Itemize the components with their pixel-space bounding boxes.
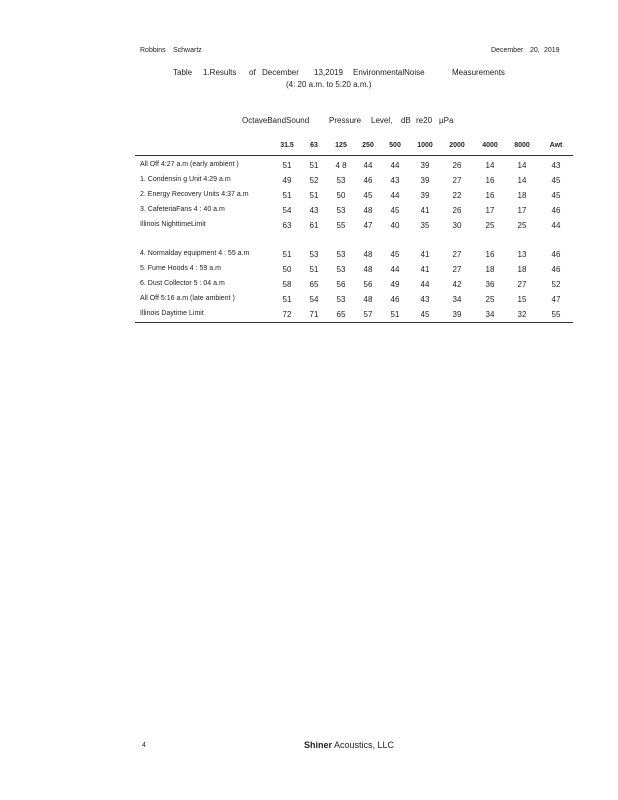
row-label: Illinois NighttimeLimit xyxy=(140,221,206,228)
table-cell: 48 xyxy=(363,206,373,215)
row-label: 5. Fume Hoods 4 : 59 a.m xyxy=(140,265,221,272)
table-group-daytime xyxy=(135,247,573,323)
table-cell: 55 xyxy=(336,221,346,230)
title-word-1: Table xyxy=(173,68,193,77)
table-cell: 14 xyxy=(517,176,527,185)
table-cell: 22 xyxy=(452,191,462,200)
table-cell: 45 xyxy=(551,191,561,200)
table-cell: 51 xyxy=(282,250,292,259)
table-group-nighttime xyxy=(135,158,573,233)
table-cell: 39 xyxy=(452,310,462,319)
table-cell: 45 xyxy=(390,250,400,259)
col-header-125: 125 xyxy=(335,142,347,149)
col-header-31-5: 31.5 xyxy=(280,142,294,149)
company-name xyxy=(304,740,394,750)
table-cell: 13 xyxy=(517,250,527,259)
table-cell: 51 xyxy=(309,161,319,170)
header-left-name-1: Robbins xyxy=(140,47,166,54)
table-cell: 51 xyxy=(309,265,319,274)
table-cell: 55 xyxy=(551,310,561,319)
table-cell: 53 xyxy=(336,206,346,215)
caption-word-3: Level, xyxy=(371,116,393,125)
table-cell: 25 xyxy=(485,221,495,230)
table-header-row xyxy=(135,139,573,156)
header-left-name-2: Schwartz xyxy=(173,47,202,54)
table-cell: 44 xyxy=(420,280,430,289)
table-cell: 65 xyxy=(336,310,346,319)
table-cell: 16 xyxy=(485,176,495,185)
table-cell: 56 xyxy=(363,280,373,289)
table-cell: 57 xyxy=(363,310,373,319)
table-cell: 53 xyxy=(336,176,346,185)
table-cell: 53 xyxy=(336,265,346,274)
table-cell: 4 8 xyxy=(335,161,347,170)
header-date-year: 2019 xyxy=(544,47,560,54)
table-cell: 52 xyxy=(551,280,561,289)
table-cell: 45 xyxy=(420,310,430,319)
title-line-2: (4: 20 a.m. to 5:20 a.m.) xyxy=(286,80,372,89)
table-cell: 46 xyxy=(551,250,561,259)
col-header-4000: 4000 xyxy=(482,142,498,149)
title-word-2: 1.Results xyxy=(203,68,237,77)
table-cell: 25 xyxy=(517,221,527,230)
table-cell: 58 xyxy=(282,280,292,289)
table-cell: 27 xyxy=(452,176,462,185)
row-label: All Off 5:16 a.m (late ambient ) xyxy=(140,295,235,302)
caption-word-5: re20 xyxy=(416,116,433,125)
table-cell: 30 xyxy=(452,221,462,230)
table-cell: 27 xyxy=(452,265,462,274)
caption-word-1: OctaveBandSound xyxy=(242,116,310,125)
table-cell: 27 xyxy=(517,280,527,289)
table-cell: 34 xyxy=(485,310,495,319)
table-cell: 51 xyxy=(282,191,292,200)
table-cell: 48 xyxy=(363,265,373,274)
table-cell: 63 xyxy=(282,221,292,230)
col-header-500: 500 xyxy=(389,142,401,149)
title-word-4: December xyxy=(262,68,299,77)
table-cell: 44 xyxy=(390,265,400,274)
table-cell: 53 xyxy=(336,250,346,259)
col-header-2000: 2000 xyxy=(449,142,465,149)
table-cell: 50 xyxy=(336,191,346,200)
table-cell: 34 xyxy=(452,295,462,304)
caption-word-2: Pressure xyxy=(329,116,362,125)
title-word-5: 13,2019 xyxy=(314,68,343,77)
table-cell: 26 xyxy=(452,206,462,215)
table-cell: 14 xyxy=(517,161,527,170)
row-label: Illinois Daytime Limit xyxy=(140,310,204,317)
table-cell: 43 xyxy=(309,206,319,215)
row-label: 3. CafeteriaFans 4 : 40 a.m xyxy=(140,206,225,213)
table-cell: 51 xyxy=(282,161,292,170)
table-cell: 56 xyxy=(336,280,346,289)
table-row xyxy=(135,277,573,292)
col-header-63: 63 xyxy=(310,142,318,149)
col-header-awt: Awt xyxy=(549,142,563,149)
table-cell: 53 xyxy=(336,295,346,304)
table-cell: 46 xyxy=(551,265,561,274)
table-row xyxy=(135,203,573,218)
company-name-rest: Acoustics, LLC xyxy=(332,740,395,750)
col-header-250: 250 xyxy=(362,142,374,149)
table-cell: 53 xyxy=(309,250,319,259)
table-row xyxy=(135,262,573,277)
header-date-day: 20, xyxy=(530,47,540,54)
table-row xyxy=(135,218,573,233)
table-cell: 43 xyxy=(390,176,400,185)
header-date-month: December xyxy=(491,47,524,54)
table-cell: 18 xyxy=(485,265,495,274)
table-cell: 44 xyxy=(390,191,400,200)
table-cell: 41 xyxy=(420,206,430,215)
table-cell: 40 xyxy=(390,221,400,230)
table-cell: 26 xyxy=(452,161,462,170)
table-cell: 61 xyxy=(309,221,319,230)
table-cell: 27 xyxy=(452,250,462,259)
col-header-8000: 8000 xyxy=(514,142,530,149)
table-cell: 16 xyxy=(485,250,495,259)
table-cell: 43 xyxy=(420,295,430,304)
row-label: 1. Condensin g Unit 4:29 a.m xyxy=(140,176,231,183)
table-cell: 48 xyxy=(363,250,373,259)
caption-word-6: µPa xyxy=(439,116,454,125)
table-cell: 51 xyxy=(282,295,292,304)
table-row xyxy=(135,292,573,307)
table-cell: 17 xyxy=(517,206,527,215)
table-cell: 49 xyxy=(390,280,400,289)
col-header-1000: 1000 xyxy=(417,142,433,149)
table-row xyxy=(135,247,573,262)
title-word-3: of xyxy=(249,68,256,77)
row-label: 6. Dust Collector 5 : 04 a.m xyxy=(140,280,225,287)
table-cell: 45 xyxy=(551,176,561,185)
title-word-6: EnvironmentalNoise xyxy=(353,68,425,77)
table-cell: 35 xyxy=(420,221,430,230)
table-cell: 52 xyxy=(309,176,319,185)
results-table xyxy=(135,139,573,323)
table-cell: 54 xyxy=(309,295,319,304)
table-cell: 25 xyxy=(485,295,495,304)
table-cell: 71 xyxy=(309,310,319,319)
table-row xyxy=(135,173,573,188)
table-cell: 54 xyxy=(282,206,292,215)
table-cell: 65 xyxy=(309,280,319,289)
table-cell: 44 xyxy=(363,161,373,170)
table-cell: 39 xyxy=(420,191,430,200)
table-cell: 18 xyxy=(517,191,527,200)
table-cell: 46 xyxy=(551,206,561,215)
table-cell: 46 xyxy=(363,176,373,185)
table-row xyxy=(135,307,573,323)
page-number: 4 xyxy=(142,742,146,749)
table-cell: 43 xyxy=(551,161,561,170)
table-cell: 16 xyxy=(485,191,495,200)
table-cell: 15 xyxy=(517,295,527,304)
row-label: 4. Normalday equipment 4 : 55 a.m xyxy=(140,250,250,257)
table-cell: 17 xyxy=(485,206,495,215)
table-cell: 45 xyxy=(363,191,373,200)
table-cell: 48 xyxy=(363,295,373,304)
table-cell: 18 xyxy=(517,265,527,274)
table-cell: 44 xyxy=(551,221,561,230)
table-cell: 14 xyxy=(485,161,495,170)
table-cell: 39 xyxy=(420,176,430,185)
table-cell: 49 xyxy=(282,176,292,185)
table-cell: 41 xyxy=(420,265,430,274)
table-cell: 51 xyxy=(390,310,400,319)
table-cell: 42 xyxy=(452,280,462,289)
table-cell: 41 xyxy=(420,250,430,259)
table-cell: 46 xyxy=(390,295,400,304)
table-cell: 39 xyxy=(420,161,430,170)
table-cell: 72 xyxy=(282,310,292,319)
table-row xyxy=(135,158,573,173)
table-cell: 36 xyxy=(485,280,495,289)
table-cell: 47 xyxy=(551,295,561,304)
caption-word-4: dB xyxy=(401,116,411,125)
title-word-7: Measurements xyxy=(452,68,505,77)
row-label: All Off 4:27 a.m (early ambient ) xyxy=(140,161,239,168)
table-row xyxy=(135,188,573,203)
row-label: 2. Energy Recovery Units 4:37 a.m xyxy=(140,191,249,198)
table-cell: 45 xyxy=(390,206,400,215)
table-cell: 47 xyxy=(363,221,373,230)
table-cell: 51 xyxy=(309,191,319,200)
company-name-bold: Shiner xyxy=(304,740,333,750)
table-cell: 44 xyxy=(390,161,400,170)
table-cell: 50 xyxy=(282,265,292,274)
table-cell: 32 xyxy=(517,310,527,319)
